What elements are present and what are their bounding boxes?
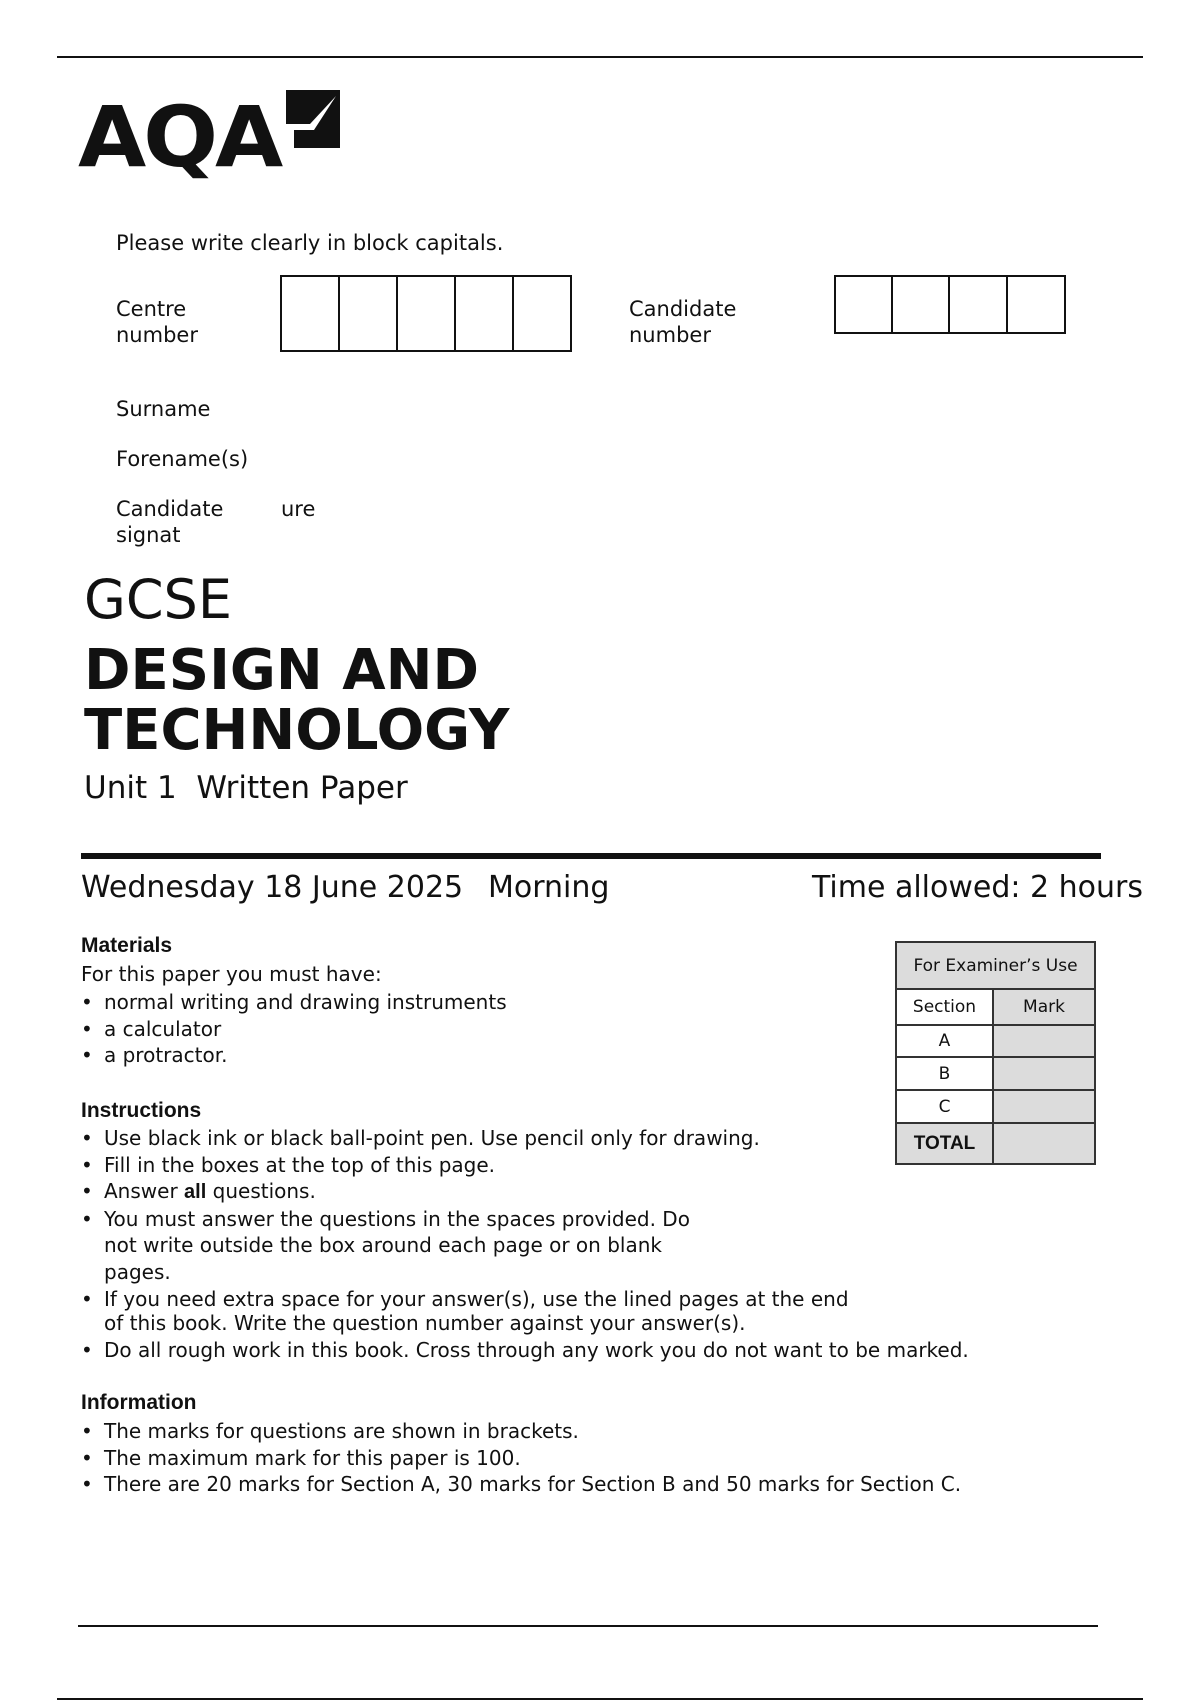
- section-cell: A: [896, 1025, 993, 1057]
- centre-number-label: Centre number: [116, 297, 198, 347]
- centre-digit-box[interactable]: [456, 277, 514, 350]
- candidate-digit-box[interactable]: [836, 277, 893, 332]
- forenames-label: Forename(s): [116, 447, 249, 471]
- aqa-logo-text: AQA: [78, 88, 281, 186]
- centre-number-boxes[interactable]: [280, 275, 572, 352]
- mark-cell: [993, 1025, 1095, 1057]
- candidate-digit-box[interactable]: [1008, 277, 1064, 332]
- list-item: • There are 20 marks for Section A, 30 marks for Section B and 50 marks for Section C.: [81, 1471, 1121, 1498]
- materials-list: [81, 989, 801, 1069]
- instructions-heading: Instructions: [81, 1099, 202, 1122]
- aqa-logo-mark-icon: [284, 90, 340, 148]
- list-item: • If you need extra space for your answer(s), use the lined pages at the end of this book. Write the question number against your answer(s).: [81, 1287, 1101, 1335]
- time-allowed: Time allowed: 2 hours: [812, 870, 1144, 905]
- list-item: • Answer all questions.: [81, 1178, 1101, 1206]
- section-cell: C: [896, 1090, 993, 1123]
- candidate-number-boxes[interactable]: [834, 275, 1066, 334]
- information-heading: Information: [81, 1391, 197, 1414]
- signature-label-suffix: ure: [281, 497, 316, 521]
- materials-intro: For this paper you must have:: [81, 962, 382, 986]
- top-rule: [57, 56, 1143, 58]
- qualification-title: GCSE: [84, 568, 232, 631]
- candidate-number-label: Candidate number: [629, 297, 737, 347]
- mark-cell: [993, 1057, 1095, 1090]
- examiner-table-title: For Examiner’s Use: [896, 942, 1095, 989]
- subject-title-line1: DESIGN AND: [84, 638, 479, 703]
- centre-digit-box[interactable]: [514, 277, 570, 350]
- list-item: • a calculator: [81, 1016, 801, 1043]
- candidate-digit-box[interactable]: [893, 277, 950, 332]
- exam-date: Wednesday 18 June 2025: [81, 870, 464, 905]
- centre-digit-box[interactable]: [398, 277, 456, 350]
- exam-session: Morning: [488, 870, 610, 905]
- footer-rule: [78, 1625, 1098, 1627]
- list-item: • The maximum mark for this paper is 100.: [81, 1445, 1121, 1472]
- total-label: TOTAL: [896, 1123, 993, 1164]
- unit-title: Unit 1 Written Paper: [84, 770, 408, 806]
- mark-cell: [993, 1090, 1095, 1123]
- examiner-use-table: [895, 941, 1096, 1165]
- aqa-logo: [78, 88, 348, 188]
- list-item: • Do all rough work in this book. Cross through any work you do not want to be marked.: [81, 1337, 1101, 1364]
- centre-digit-box[interactable]: [340, 277, 398, 350]
- surname-label: Surname: [116, 397, 211, 421]
- list-item: • normal writing and drawing instruments: [81, 989, 801, 1016]
- list-item: • The marks for questions are shown in brackets.: [81, 1418, 1121, 1445]
- mark-column-header: Mark: [993, 989, 1095, 1025]
- subject-title-line2: TECHNOLOGY: [84, 698, 510, 763]
- section-column-header: Section: [896, 989, 993, 1025]
- list-item: • a protractor.: [81, 1042, 801, 1069]
- emphasis-all: all: [184, 1181, 207, 1203]
- list-item: • You must answer the questions in the spaces provided. Do not write outside the box around each page or on blank pages.: [81, 1206, 1101, 1286]
- block-capitals-instruction: Please write clearly in block capitals.: [116, 231, 504, 255]
- total-mark-cell: [993, 1123, 1095, 1164]
- list-item: • Use black ink or black ball-point pen. Use pencil only for drawing.: [81, 1125, 1101, 1152]
- centre-digit-box[interactable]: [282, 277, 340, 350]
- section-cell: B: [896, 1057, 993, 1090]
- materials-heading: Materials: [81, 934, 173, 957]
- information-list: [81, 1418, 1121, 1498]
- list-item: • Fill in the boxes at the top of this page.: [81, 1152, 1101, 1179]
- signature-label: Candidate signat: [116, 497, 224, 547]
- candidate-digit-box[interactable]: [950, 277, 1008, 332]
- title-rule: [81, 853, 1101, 859]
